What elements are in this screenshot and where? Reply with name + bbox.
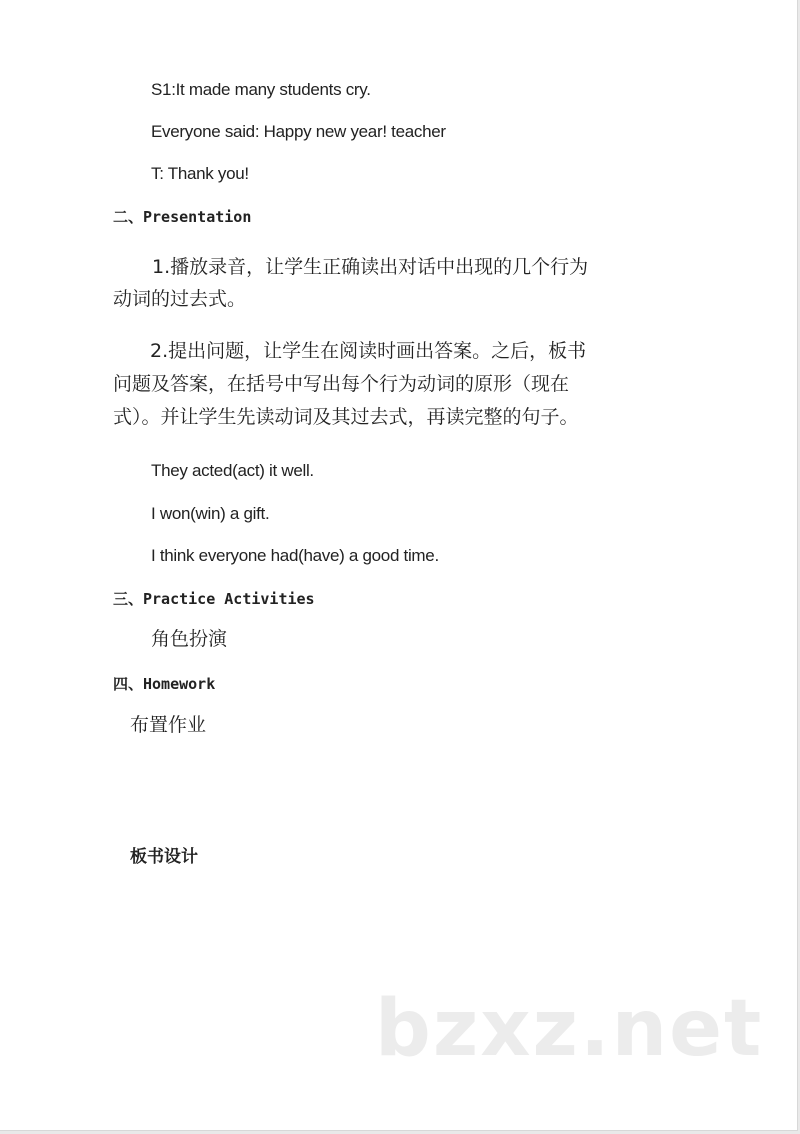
watermark: bzxz.net bbox=[375, 984, 764, 1074]
dialogue-line-2: Everyone said: Happy new year! teacher bbox=[151, 122, 446, 141]
homework-text: 布置作业 bbox=[130, 714, 207, 736]
section-heading-presentation: 二、Presentation bbox=[113, 208, 252, 226]
example-3: I think everyone had(have) a good time. bbox=[151, 546, 439, 565]
example-2: I won(win) a gift. bbox=[151, 504, 270, 523]
section-heading-homework: 四、Homework bbox=[113, 675, 216, 693]
example-1: They acted(act) it well. bbox=[151, 461, 314, 480]
para1-line-1: 1.播放录音，让学生正确读出对话中出现的几个行为 bbox=[152, 256, 589, 278]
board-design-heading: 板书设计 bbox=[130, 847, 198, 867]
dialogue-line-1: S1:It made many students cry. bbox=[151, 80, 371, 99]
para1-line-2: 动词的过去式。 bbox=[113, 288, 247, 310]
para2-line-1: 2.提出问题，让学生在阅读时画出答案。之后，板书 bbox=[150, 340, 587, 362]
dialogue-line-3: T: Thank you! bbox=[151, 164, 249, 183]
section-heading-practice: 三、Practice Activities bbox=[113, 590, 315, 608]
para2-line-2: 问题及答案，在括号中写出每个行为动词的原形（现在 bbox=[113, 373, 570, 395]
para2-line-3: 式）。并让学生先读动词及其过去式，再读完整的句子。 bbox=[113, 406, 579, 428]
practice-text: 角色扮演 bbox=[151, 628, 228, 650]
